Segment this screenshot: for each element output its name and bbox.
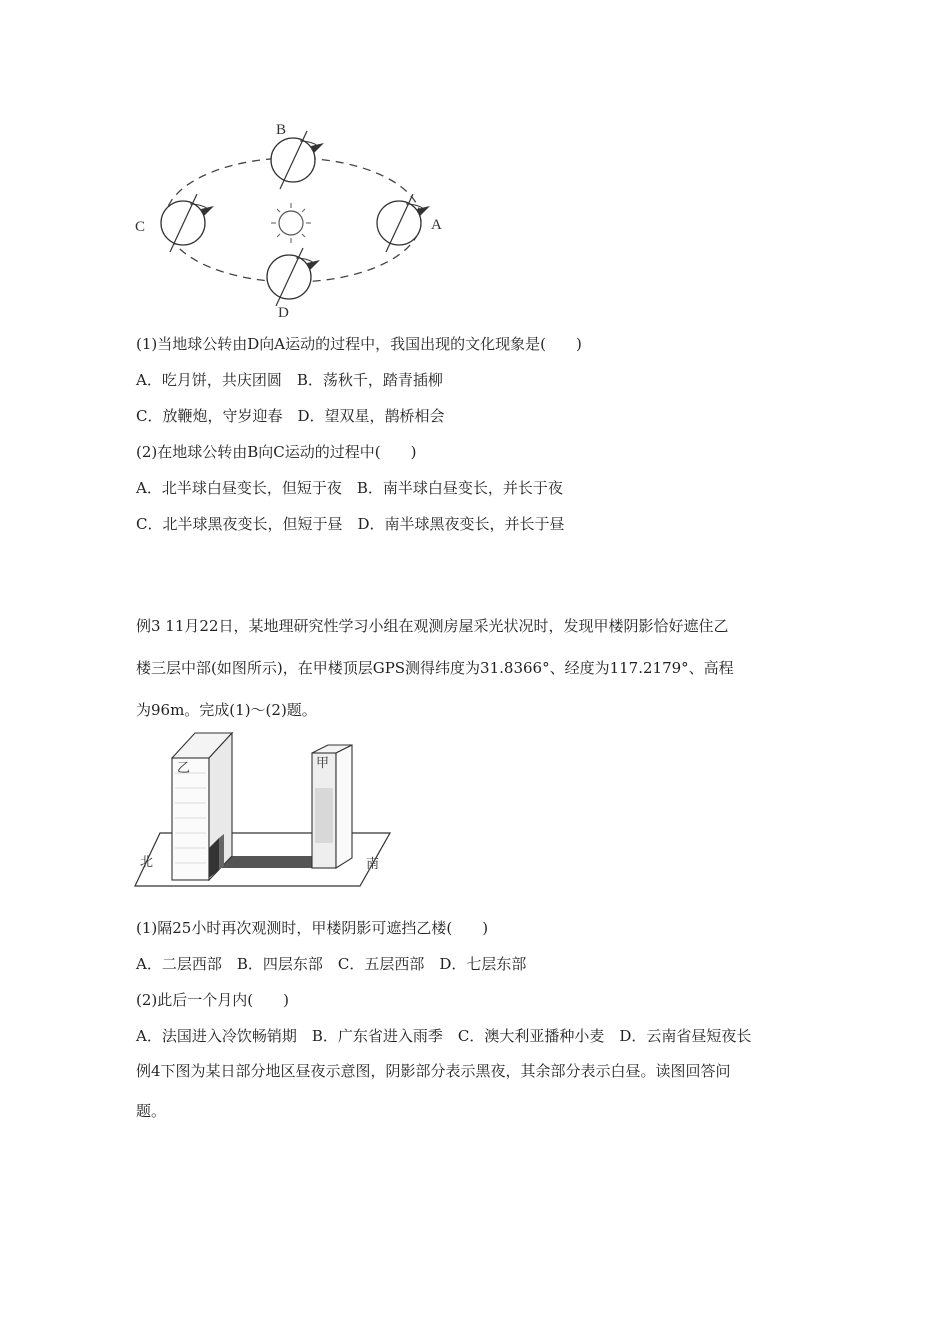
orbit-diagram: [125, 115, 455, 325]
earth-c: [161, 194, 214, 252]
q4-options: A．法国进入冷饮畅销期 B．广东省进入雨季 C．澳大利亚播种小麦 D．云南省昼短夜长: [136, 1027, 752, 1045]
q3-options: A．二层西部 B．四层东部 C．五层西部 D．七层东部: [136, 955, 527, 973]
label-south: 南: [366, 857, 380, 872]
sun-icon: [271, 203, 311, 243]
earth-b: [271, 131, 324, 189]
ex3-line3: 为96m。完成(1)～(2)题。: [136, 701, 317, 719]
q2-stem: (2)在地球公转由B向C运动的过程中( ): [136, 443, 417, 461]
q3-stem: (1)隔25小时再次观测时，甲楼阴影可遮挡乙楼( ): [136, 919, 489, 937]
q1-options-cd: C．放鞭炮，守岁迎春 D．望双星，鹊桥相会: [136, 407, 445, 425]
q2-options-cd: C．北半球黑夜变长，但短于昼 D．南半球黑夜变长，并长于昼: [136, 515, 565, 533]
ex4-line1: 例4下图为某日部分地区昼夜示意图，阴影部分表示黑夜，其余部分表示白昼。读图回答问: [136, 1062, 731, 1080]
label-b: B: [276, 122, 287, 138]
label-c: C: [135, 219, 146, 235]
building-shadow-diagram: [130, 728, 400, 890]
ex3-line2: 楼三层中部(如图所示)，在甲楼顶层GPS测得纬度为31.8366°、经度为117.2179°、高程: [136, 659, 734, 677]
earth-d: [267, 248, 320, 306]
label-d: D: [278, 305, 289, 321]
ex4-line2: 题。: [136, 1102, 167, 1120]
label-north: 北: [140, 855, 154, 870]
q1-options-ab: A．吃月饼，共庆团圆 B．荡秋千，踏青插柳: [136, 371, 443, 389]
label-jia: 甲: [316, 756, 330, 771]
label-yi: 乙: [177, 761, 191, 776]
shadow-ground: [218, 856, 315, 868]
earth-a: [377, 194, 430, 252]
label-a: A: [431, 217, 442, 233]
q4-stem: (2)此后一个月内( ): [136, 991, 289, 1009]
building-yi: [172, 733, 232, 880]
q1-stem: (1)当地球公转由D向A运动的过程中，我国出现的文化现象是( ): [136, 335, 582, 353]
q2-options-ab: A．北半球白昼变长，但短于夜 B．南半球白昼变长，并长于夜: [136, 479, 563, 497]
ex3-line1: 例3 11月22日，某地理研究性学习小组在观测房屋采光状况时，发现甲楼阴影恰好遮住乙: [136, 617, 729, 635]
